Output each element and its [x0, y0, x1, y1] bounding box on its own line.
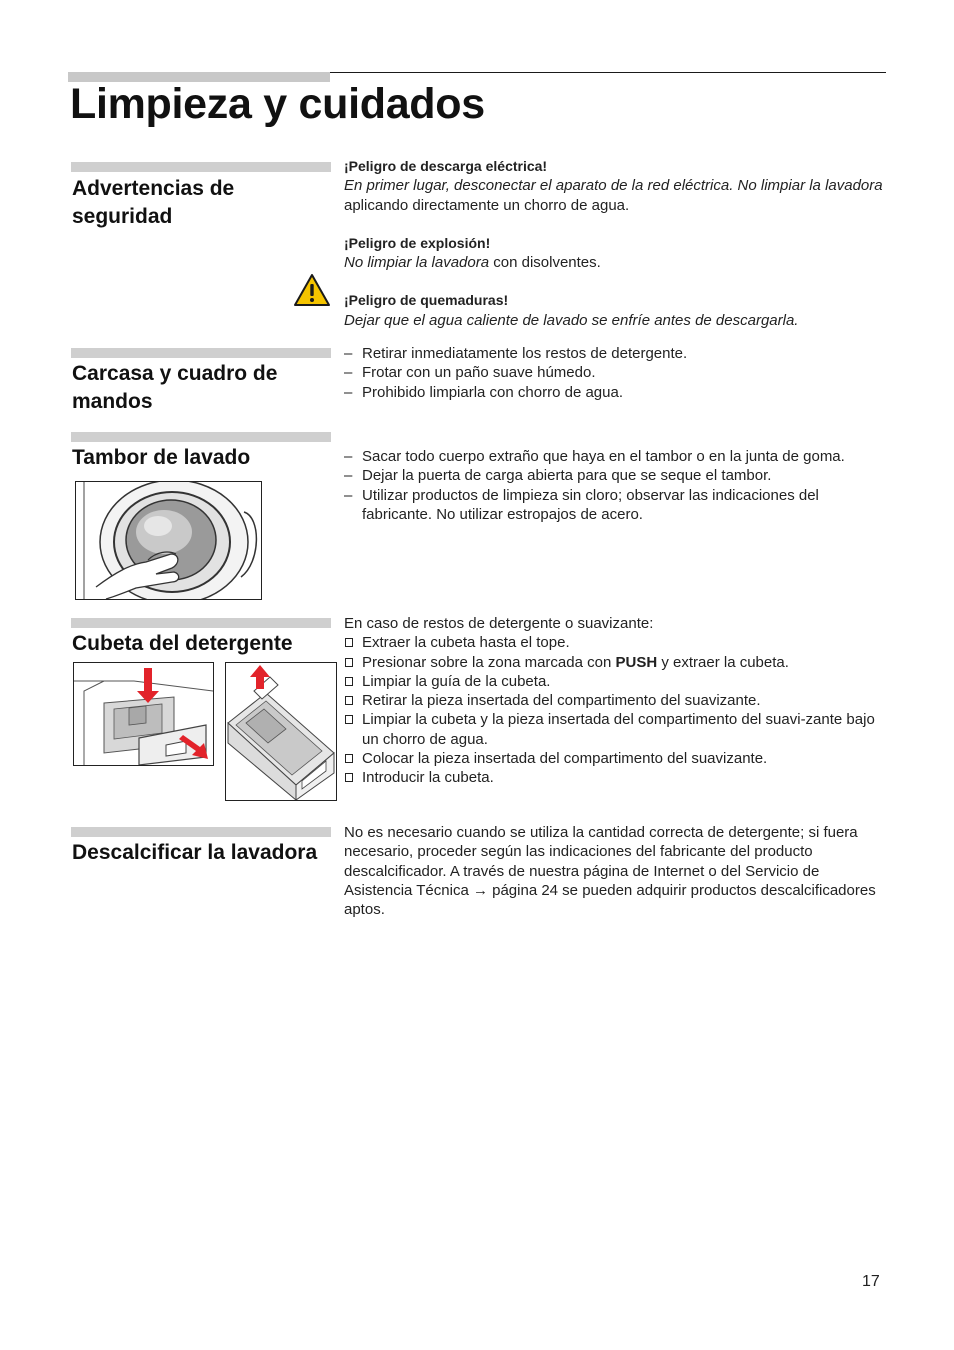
checkbox-icon [345, 773, 353, 782]
list-item: – Frotar con un paño suave húmedo. [344, 363, 889, 382]
section-title-descale: Descalcificar la lavadora [72, 841, 318, 864]
drawer-insert-illustration [225, 662, 337, 801]
safety-warnings [344, 157, 889, 330]
list-item: Introducir la cubeta. [344, 768, 889, 787]
section-title-safety: Advertencias de seguridad [72, 177, 235, 228]
list-item: – Sacar todo cuerpo extraño que haya en el tambor o en la junta de goma. [344, 447, 889, 466]
list-item: – Utilizar productos de limpieza sin cloro; observar las indicaciones del fabricante. No utilizar estropajos de acero. [344, 486, 889, 525]
list-item: Retirar la pieza insertada del compartimento del suavizante. [344, 691, 889, 710]
page-number: 17 [862, 1273, 880, 1290]
checkbox-icon [345, 715, 353, 724]
list-item: Colocar la pieza insertada del compartimento del suavizante. [344, 749, 889, 768]
warning-text: aplicando directamente un chorro de agua. [344, 196, 630, 214]
section-title-dispenser: Cubeta del detergente [72, 632, 293, 655]
descale-text: No es necesario cuando se utiliza la cantidad correcta de detergente; si fuera necesario, proceder según las indicaciones del fabricante del producto descalcificador. A través de nuestra página de Internet o del Servicio de Asistencia Técnica → página 24 se pueden adquirir productos descalcificadores aptos. [344, 824, 876, 919]
checkbox-icon [345, 696, 353, 705]
warning-text-italic: Dejar que el agua caliente de lavado se enfríe antes de descargarla. [344, 311, 799, 329]
warning-heading: ¡Peligro de quemaduras! [344, 292, 509, 309]
warning-burns [344, 291, 889, 330]
warning-text: con disolventes. [489, 254, 601, 272]
drum-cleaning-illustration [75, 481, 262, 600]
dispenser-intro: En caso de restos de detergente o suavizante: [344, 615, 654, 632]
section-bar-descale [71, 827, 331, 837]
list-item: – Dejar la puerta de carga abierta para que se seque el tambor. [344, 466, 889, 485]
warning-explosion [344, 234, 889, 273]
warning-triangle-icon [293, 273, 331, 307]
section-title-housing: Carcasa y cuadro de mandos [72, 362, 278, 413]
drawer-push-illustration [73, 662, 214, 766]
dispenser-instructions [344, 614, 889, 788]
list-item: Limpiar la cubeta y la pieza insertada del compartimento del suavi-zante bajo un chorro de agua. [344, 710, 889, 749]
checkbox-icon [345, 754, 353, 763]
list-item: Limpiar la guía de la cubeta. [344, 672, 889, 691]
section-bar-dispenser [71, 618, 331, 628]
checkbox-icon [345, 638, 353, 647]
list-item: – Prohibido limpiarla con chorro de agua. [344, 383, 889, 402]
arrow-right-icon: → [472, 881, 488, 899]
section-bar-housing [71, 348, 331, 358]
warning-heading: ¡Peligro de explosión! [344, 234, 491, 251]
page-title: Limpieza y cuidados [70, 80, 485, 128]
list-item: Presionar sobre la zona marcada con PUSH y extraer la cubeta. [344, 653, 889, 672]
list-item: Extraer la cubeta hasta el tope. [344, 633, 889, 652]
push-label: PUSH [615, 653, 658, 671]
warning-electric [344, 157, 889, 215]
header-rule [330, 72, 886, 73]
warning-text-italic: En primer lugar, desconectar el aparato de la red eléctrica. No limpiar la lavadora [344, 177, 883, 195]
list-item: – Retirar inmediatamente los restos de detergente. [344, 344, 889, 363]
checkbox-icon [345, 677, 353, 686]
section-bar-drum [71, 432, 331, 442]
warning-text-italic: No limpiar la lavadora [344, 254, 490, 272]
checkbox-icon [345, 658, 353, 667]
drum-instructions [344, 447, 889, 524]
warning-heading: ¡Peligro de descarga eléctrica! [344, 158, 548, 174]
housing-instructions [344, 344, 889, 402]
section-title-drum: Tambor de lavado [72, 446, 251, 469]
section-bar-safety [71, 162, 331, 172]
